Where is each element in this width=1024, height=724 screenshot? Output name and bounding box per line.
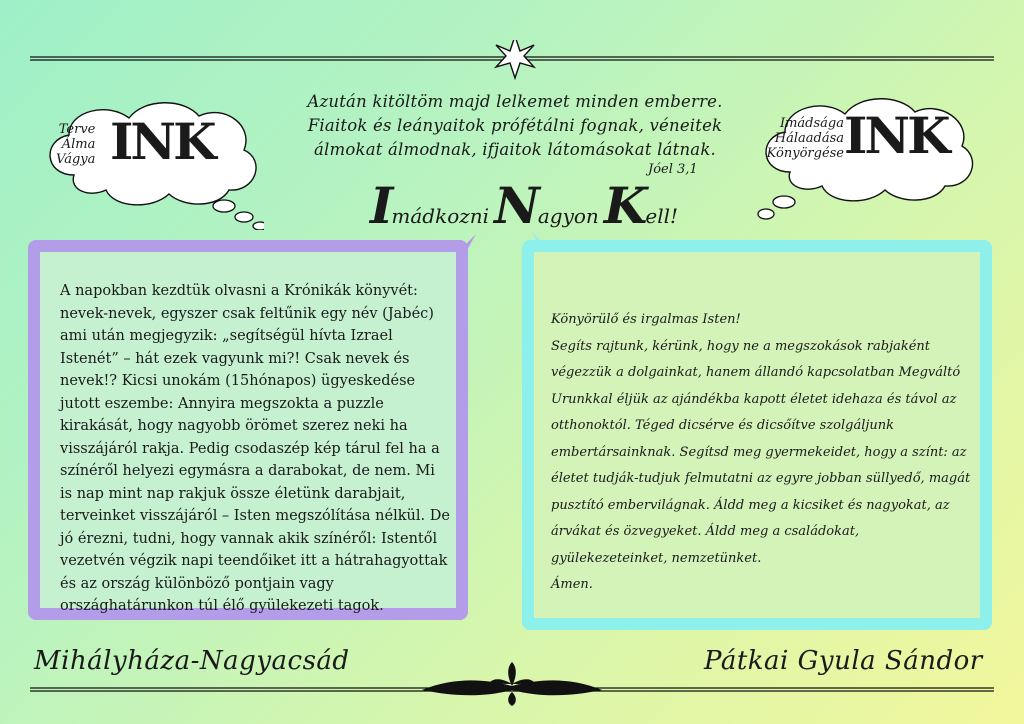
title-initial-k: K: [603, 176, 646, 235]
thought-cloud-right: [750, 82, 980, 222]
cloud-right-word: Hálaadása: [774, 131, 844, 146]
footer-author: Pátkai Gyula Sándor: [704, 646, 983, 676]
title-rest-k: ell!: [645, 204, 679, 228]
footer-location: Mihályháza-Nagyacsád: [34, 646, 350, 676]
cloud-right-word: Könyörgése: [766, 146, 844, 161]
cloud-left-word: Álma: [61, 137, 96, 152]
prayer-paragraph: Segíts rajtunk, kérünk, hogy ne a megszokások rabjaként végezzük a dolgainkat, hanem állandó kapcsolatban Megváltó Urunkkal éljük az ajándékba kapott életet idehaza és távol az otthonoktól. Téged dicsérve és dicsőítve szolgáljunk embertársainknak. Segítsd meg gyermekeidet, hogy a színt: az életet tudják-tudjuk felmutatni az egyre jobban süllyedő, magát pusztító embervilágnak. Áldd meg a kicsiket és nagyokat, az árvákat és özvegyeket. Áldd meg a családokat, gyülekezeteinket, nemzetünket.: [551, 338, 971, 566]
verse-reference: Jóel 3,1: [648, 162, 698, 177]
title-rest-i: mádkozni: [391, 204, 490, 228]
title-initial-n: N: [494, 176, 538, 235]
thought-cloud-left: [34, 90, 264, 230]
bible-verse: [300, 90, 730, 162]
leaf-flourish-icon: [422, 662, 602, 706]
cloud-right-ink: INK: [844, 106, 948, 165]
reflection-text: A napokban kezdtük olvasni a Krónikák könyvét: nevek-nevek, egyszer csak feltűnik egy név (Jabéc) ami után megjegyzik: „segítségül hívta Izrael Istenét” – hát ezek vagyunk mi?! Csak nevek és nevek!? Kicsi unokám (15hónapos) ügyeskedése jutott eszembe: Annyira megszokta a puzzle kirakását, hogy nagyobb örömet szerez neki ha visszájáról rakja. Pedig csodaszép kép tárul fel ha a színéről helyezi egymásra a darabokat, de nem. Mi is nap mint nap rakjuk össze életünk darabjait, terveinket visszájáról – Isten megszólítása nélkül. De jó érezni, tudni, hogy vannak akik színéről: Istentől vezetvén végzik napi teendőiket itt a hátrahagyottak és az ország különböző pontjain vagy országhatárunkon túl élő gyülekezeti tagok.: [60, 283, 450, 614]
prayer-paragraph: Ámen.: [551, 577, 593, 592]
cloud-left-ink: INK: [110, 112, 214, 171]
panel-right-tail: [530, 230, 550, 250]
cloud-left-word: Terve: [58, 122, 96, 137]
cloud-left-word: Vágya: [56, 152, 96, 167]
panel-left-tail: [458, 232, 478, 252]
top-ornament-rule: [30, 40, 994, 80]
prayer-paragraph: Könyörülő és irgalmas Isten!: [551, 312, 741, 327]
main-title: [370, 176, 679, 236]
verse-line: Fiaitok és leányaitok prófétálni fognak, véneitek: [307, 116, 723, 135]
title-rest-n: agyon: [537, 204, 599, 228]
prayer-text: [551, 307, 971, 599]
verse-line: Azután kitöltöm majd lelkemet minden emberre.: [307, 92, 723, 111]
verse-line: álmokat álmodnak, ifjaitok látomásokat látnak.: [314, 140, 716, 159]
cloud-right-word: Imádsága: [779, 116, 844, 131]
star-icon: [496, 40, 534, 78]
title-initial-i: I: [370, 176, 392, 235]
